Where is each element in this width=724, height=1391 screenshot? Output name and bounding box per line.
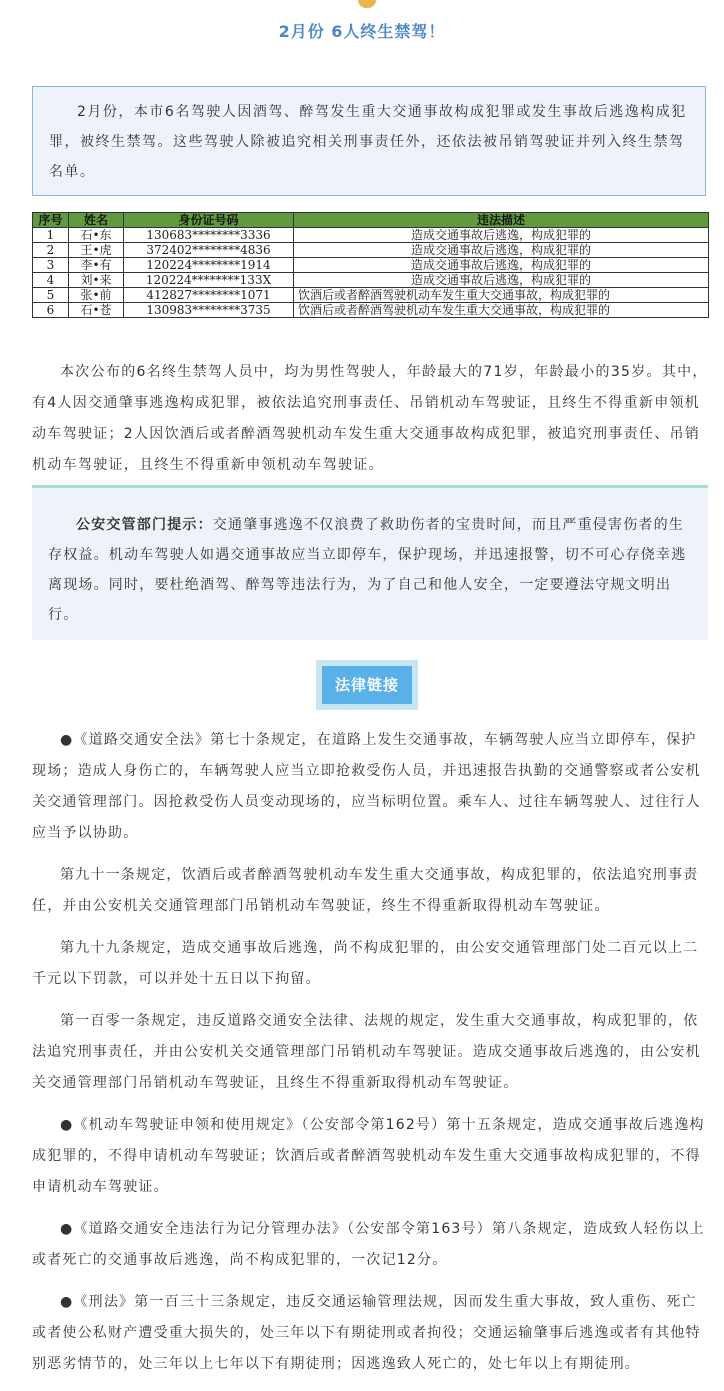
cell-desc: 造成交通事故后逃逸，构成犯罪的 [294,273,709,288]
table-row [33,288,709,303]
col-header-id: 身份证号码 [124,213,294,228]
law-paragraph: ●《刑法》第一百三十三条规定，违反交通运输管理法规，因而发生重大事故，致人重伤、死亡或者使公私财产遭受重大损失的，处三年以下有期徒刑或者拘役；交通运输肇事后逃逸或者有其他特别恶劣情节的，处三年以上七年以下有期徒刑；因逃逸致人死亡的，处七年以上有期徒刑。 [32,1294,701,1372]
cell-name: 王•虎 [69,243,124,258]
cell-id: 372402********4836 [124,243,294,258]
col-header-desc: 违法描述 [294,213,709,228]
cell-id: 412827********1071 [124,288,294,303]
law-paragraph: ●《道路交通安全法》第七十条规定，在道路上发生交通事故，车辆驾驶人应当立即停车，保护现场；造成人身伤亡的，车辆驾驶人应当立即抢救受伤人员，并迅速报告执勤的交通警察或者公安机关交通管理部门。因抢救受伤人员变动现场的，应当标明位置。乘车人、过往车辆驾驶人、过往行人应当予以协助。 [32,732,701,841]
table-row [33,228,709,243]
intro-paragraph: 2月份，本市6名驾驶人因酒驾、醉驾发生重大交通事故构成犯罪或发生事故后逃逸构成犯罪，被终生禁驾。这些驾驶人除被追究相关刑事责任外，还依法被吊销驾驶证并列入终生禁驾名单。 [49,104,687,180]
cell-no: 6 [33,303,69,318]
table-row [33,303,709,318]
cell-id: 120224********1914 [124,258,294,273]
cell-id: 120224********133X [124,273,294,288]
law-link-badge: 法律链接 [322,666,412,704]
tip-label: 公安交管部门提示： [76,517,213,533]
law-paragraph: ●《机动车驾驶证申领和使用规定》（公安部令第162号）第十五条规定，造成交通事故后逃逸构成犯罪的，不得申请机动车驾驶证；饮酒后或者醉酒驾驶机动车发生重大交通事故构成犯罪的，不得申请机动车驾驶证。 [32,1117,705,1195]
law-paragraph: 第九十一条规定，饮酒后或者醉酒驾驶机动车发生重大交通事故，构成犯罪的，依法追究刑事责任，并由公安机关交通管理部门吊销机动车驾驶证，终生不得重新取得机动车驾驶证。 [32,867,699,914]
law-link-badge-frame [316,660,418,710]
cell-name: 石•东 [69,228,124,243]
cell-no: 1 [33,228,69,243]
table-row [33,273,709,288]
intro-box [32,86,706,196]
cell-name: 刘•来 [69,273,124,288]
cell-no: 5 [33,288,69,303]
tip-paragraph [48,510,692,630]
cell-no: 2 [33,243,69,258]
table-header-row [33,213,709,228]
cell-desc: 造成交通事故后逃逸，构成犯罪的 [294,258,709,273]
header-decoration-icon [358,0,376,8]
col-header-name: 姓名 [69,213,124,228]
cell-id: 130683********3336 [124,228,294,243]
col-header-no: 序号 [33,213,69,228]
banned-drivers-table [32,212,709,318]
cell-name: 石•苍 [69,303,124,318]
summary-paragraph: 本次公布的6名终生禁驾人员中，均为男性驾驶人，年龄最大的71岁，年龄最小的35岁。其中，有4人因交通肇事逃逸构成犯罪，被依法追究刑事责任、吊销机动车驾驶证，且终生不得重新申领机动车驾驶证；2人因饮酒后或者醉酒驾驶机动车发生重大交通事故构成犯罪，被追究刑事责任、吊销机动车驾驶证，且终生不得重新申领机动车驾驶证。 [32,364,708,473]
cell-no: 4 [33,273,69,288]
cell-desc: 饮酒后或者醉酒驾驶机动车发生重大交通事故，构成犯罪的 [294,288,709,303]
cell-no: 3 [33,258,69,273]
tip-text: 交通肇事逃逸不仅浪费了救助伤者的宝贵时间，而且严重侵害伤者的生存权益。机动车驾驶人如遇交通事故应当立即停车，保护现场，并迅速报警，切不可心存侥幸逃离现场。同时，要杜绝酒驾、醉驾等违法行为，为了自己和他人安全，一定要遵法守规文明出行。 [48,517,687,623]
summary-section [32,357,708,481]
law-paragraph: ●《道路交通安全违法行为记分管理办法》（公安部令第163号）第八条规定，造成致人轻伤以上或者死亡的交通事故后逃逸，尚不构成犯罪的，一次记12分。 [32,1221,705,1268]
law-paragraph: 第一百零一条规定，违反道路交通安全法律、法规的规定，发生重大交通事故，构成犯罪的，依法追究刑事责任，并由公安机关交通管理部门吊销机动车驾驶证。造成交通事故后逃逸的，由公安机关交通管理部门吊销机动车驾驶证，且终生不得重新取得机动车驾驶证。 [32,1013,701,1091]
page-title: 2月份 6人终生禁驾！ [278,22,446,41]
law-paragraph: 第九十九条规定，造成交通事故后逃逸，尚不构成犯罪的，由公安交通管理部门处二百元以上二千元以下罚款，可以并处十五日以下拘留。 [32,940,699,987]
police-tip-box [32,485,708,640]
cell-desc: 饮酒后或者醉酒驾驶机动车发生重大交通事故，构成犯罪的 [294,303,709,318]
cell-id: 130983********3735 [124,303,294,318]
table-row [33,258,709,273]
law-links-section [32,725,708,1391]
cell-desc: 造成交通事故后逃逸，构成犯罪的 [294,228,709,243]
table-row [33,243,709,258]
cell-name: 李•有 [69,258,124,273]
cell-name: 张•前 [69,288,124,303]
cell-desc: 造成交通事故后逃逸，构成犯罪的 [294,243,709,258]
